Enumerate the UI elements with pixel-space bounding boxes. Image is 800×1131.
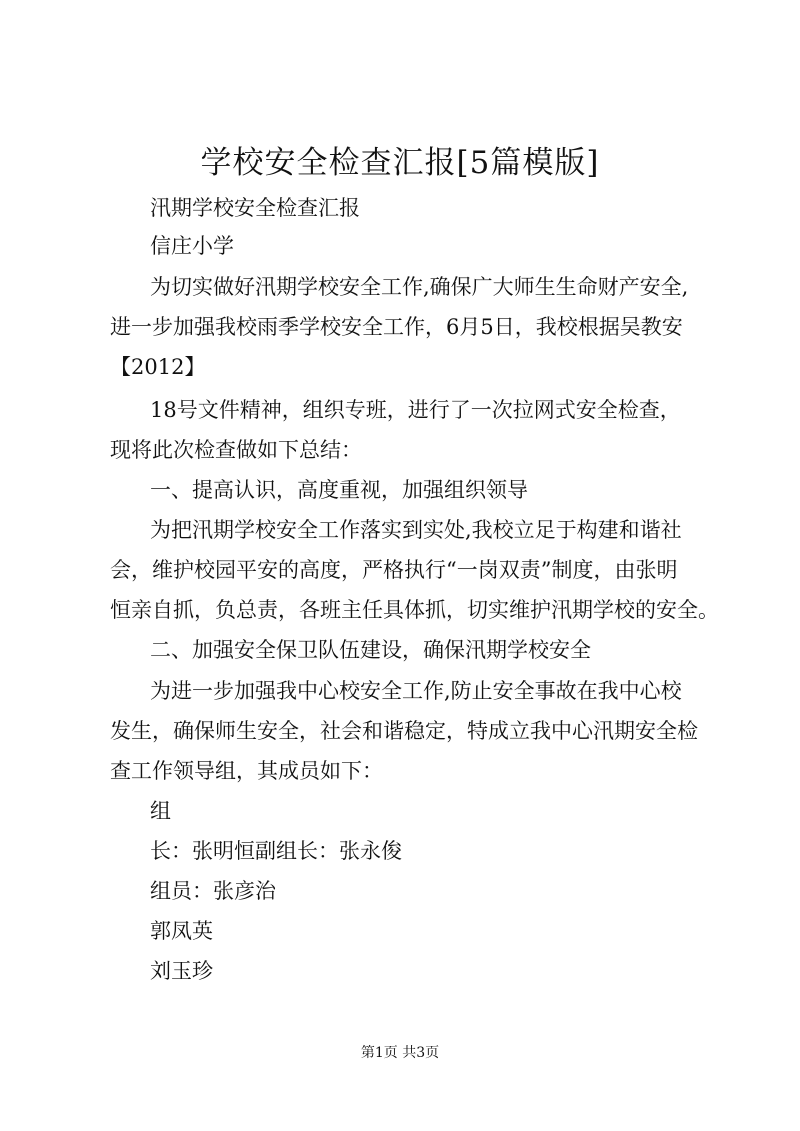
document-title: 学校安全检查汇报[5篇模版]: [200, 145, 600, 181]
school-name-line: 信庄小学: [150, 234, 234, 258]
member-line: 组: [150, 799, 171, 823]
paragraph-line: 为把汛期学校安全工作落实到实处,我校立足于构建和谐社: [150, 518, 682, 542]
paragraph-line: 查工作领导组，其成员如下：: [110, 759, 383, 783]
member-line: 郭凤英: [150, 919, 213, 943]
paragraph-line: 进一步加强我校雨季学校安全工作，6月5日，我校根据吴教安: [110, 315, 683, 339]
paragraph-line: 18号文件精神，组织专班，进行了一次拉网式安全检查，: [150, 398, 681, 422]
paragraph-line: 发生，确保师生安全，社会和谐稳定，特成立我中心汛期安全检: [110, 719, 698, 743]
member-line: 组员：张彦治: [150, 879, 276, 903]
section-heading-2: 二、加强安全保卫队伍建设，确保汛期学校安全: [150, 638, 591, 662]
member-line: 长：张明恒副组长：张永俊: [150, 839, 402, 863]
paragraph-line: 【2012】: [110, 355, 206, 379]
paragraph-line: 现将此次检查做如下总结：: [110, 438, 362, 462]
page-footer: 第1页 共3页: [360, 1045, 440, 1061]
section-heading-1: 一、提高认识，高度重视，加强组织领导: [150, 478, 528, 502]
paragraph-line: 为切实做好汛期学校安全工作,确保广大师生生命财产安全,: [150, 275, 689, 299]
paragraph-line: 恒亲自抓，负总责，各班主任具体抓，切实维护汛期学校的安全。: [110, 598, 719, 622]
paragraph-line: 会，维护校园平安的高度，严格执行“一岗双责”制度，由张明: [110, 558, 678, 582]
subtitle-line: 汛期学校安全检查汇报: [150, 196, 360, 220]
paragraph-line: 为进一步加强我中心校安全工作,防止安全事故在我中心校: [150, 679, 682, 703]
member-line: 刘玉珍: [150, 959, 213, 983]
